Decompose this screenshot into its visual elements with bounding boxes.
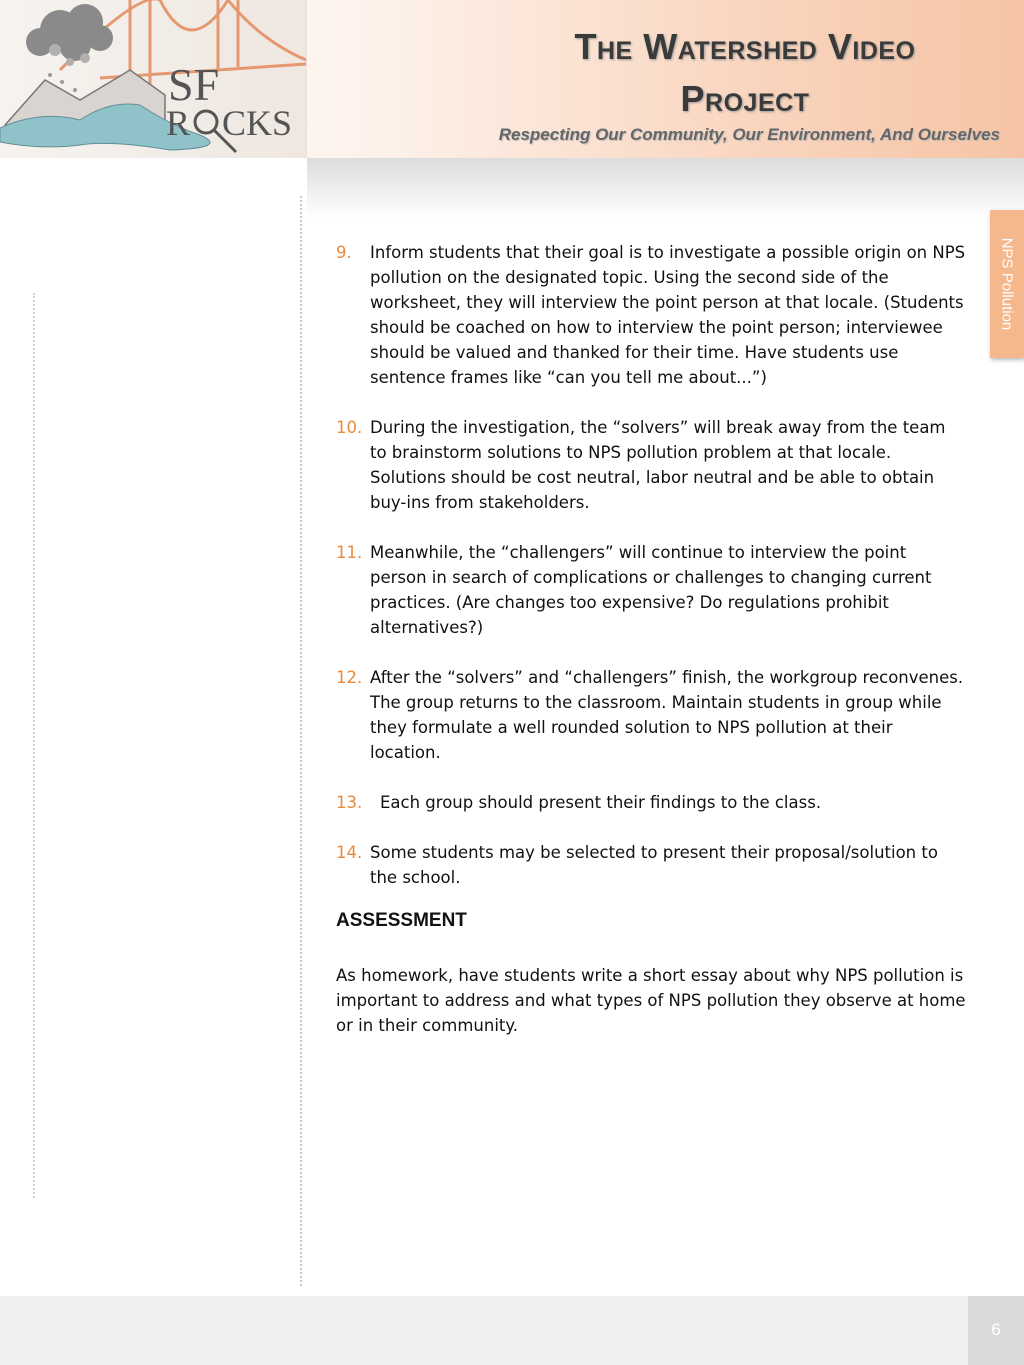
step-text: After the “solvers” and “challengers” finish, the workgroup reconvenes. The group returns to the classroom. Maintain students in group while they formulate a well rounded solution to NPS pollution at their location. <box>370 668 964 762</box>
section-tab-label: NPS Pollution <box>998 237 1016 331</box>
header-divider <box>306 0 307 158</box>
step-text: Some students may be selected to present their proposal/solution to the school. <box>370 843 938 887</box>
svg-text:SF: SF <box>168 59 220 110</box>
main-content <box>336 240 966 1038</box>
step-item <box>336 840 966 890</box>
step-text: During the investigation, the “solvers” will break away from the team to brainstorm solutions to NPS pollution problem at that locale. Solutions should be cost neutral, labor neutral and be able to obtain buy-ins from stakeholders. <box>370 418 946 512</box>
step-text: Each group should present their findings to the class. <box>380 793 822 812</box>
svg-text:R: R <box>166 103 191 143</box>
step-item <box>336 415 966 515</box>
page-title-line-1: The Watershed Video <box>574 26 916 67</box>
step-text: Inform students that their goal is to investigate a possible origin on NPS pollution on the designated topic. Using the second side of the worksheet, they will interview the point person at that locale. (Students should be coached on how to interview the point person; interviewee should be valued and thanked for their time. Have students use sentence frames like “can you tell me about...”) <box>370 243 966 387</box>
step-number: 11. <box>336 543 363 562</box>
page-number: 6 <box>991 1320 1001 1339</box>
page-footer <box>0 1296 1024 1365</box>
step-item <box>336 665 966 765</box>
step-number: 10. <box>336 418 363 437</box>
step-text: Meanwhile, the “challengers” will continue to interview the point person in search of complications or challenges to changing current practices. (Are changes too expensive? Do regulations prohibit alternatives?) <box>370 543 932 637</box>
step-number: 13. <box>336 793 363 812</box>
page-subtitle: Respecting Our Community, Our Environment, And Ourselves <box>498 125 1000 144</box>
svg-text:CKS: CKS <box>222 103 293 143</box>
page-number-box <box>968 1296 1024 1365</box>
page-title-line-2: Project <box>680 78 810 119</box>
step-item <box>336 240 966 390</box>
header-shadow <box>307 158 1024 218</box>
page-header <box>0 0 1024 158</box>
step-item <box>336 790 966 815</box>
step-item <box>336 540 966 640</box>
step-number: 12. <box>336 668 363 687</box>
sf-rocks-logo <box>0 0 306 158</box>
assessment-body: As homework, have students write a short essay about why NPS pollution is important to address and what types of NPS pollution they observe at home or in their community. <box>336 966 966 1035</box>
column-divider <box>300 196 302 1286</box>
margin-divider <box>33 293 35 1198</box>
step-number: 9. <box>336 243 352 262</box>
logo-illustration <box>0 0 306 158</box>
assessment-heading: ASSESSMENT <box>336 910 467 931</box>
section-tab <box>990 210 1024 358</box>
step-number: 14. <box>336 843 363 862</box>
